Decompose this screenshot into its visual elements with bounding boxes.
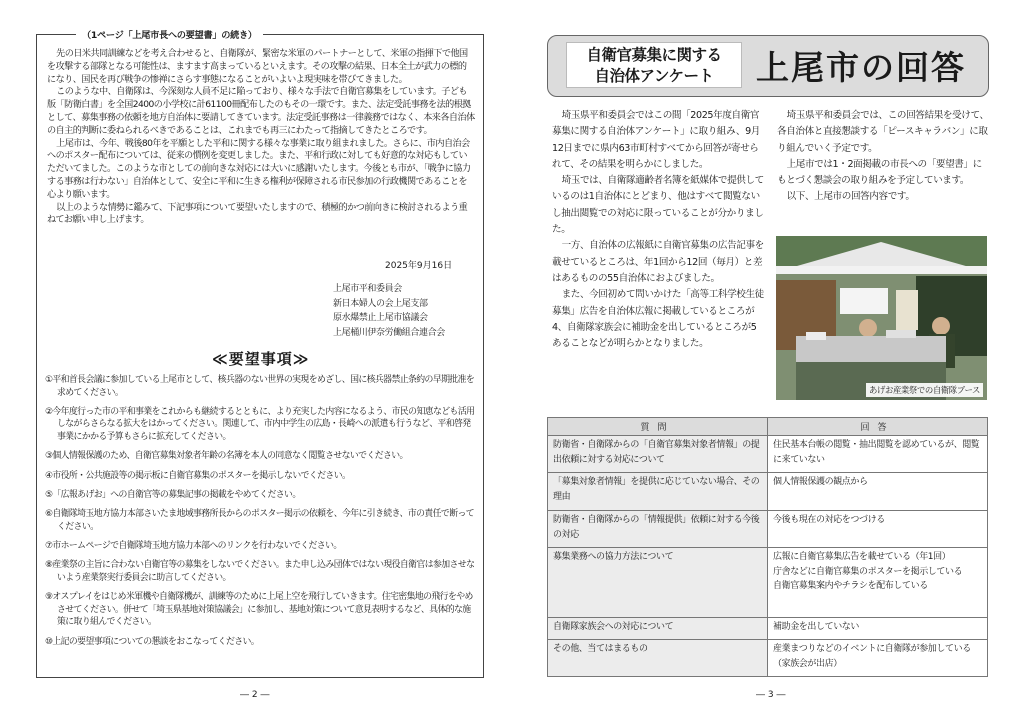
letter-paragraph: 先の日米共同訓練などを考え合わせると、自衛隊が、緊密な米軍のパートナーとして、米軍の指揮下で他国を攻撃する部隊となる可能性は、ますます高まっているといえます。その攻撃の結果、日本全土が武力の標的になり、国民を再び戦争の惨禅にさらす事態になることがいよいよ現実味を帯びてきました。: [47, 49, 468, 85]
table-row: [548, 548, 988, 618]
article-paragraph: また、今回初めて問いかけた「高等工科学校生徒募集」広告を自治体広報に掲載しているところが4、自衛隊家族会に補助金を出しているところが5あることなどが明らかとなりました。: [552, 289, 764, 350]
article-subtitle: [566, 42, 742, 88]
sender-name: 上尾桶川伊奈労働組合連合会: [333, 327, 445, 338]
article-title: 上尾市の回答: [756, 48, 966, 87]
question-cell: その他、当てはまるもの: [548, 640, 768, 677]
request-item: ⑧産業祭の主旨に合わない自衛官等の募集をしないでください。また申し込み団体ではない現役自衛官は参加させないよう産業祭実行委員会に助言してください。: [45, 560, 475, 583]
sender-name: 新日本婦人の会上尾支部: [333, 298, 428, 309]
request-item: ⑩上記の要望事項についての懇談をおこなってください。: [45, 636, 260, 647]
article-paragraph: 埼玉県平和委員会ではこの間「2025年度自衛官募集に関する自治体アンケート」に取り組み、9月12日までに県内63市町村すべてから回答が寄せられて、その結果を明らかにしました。: [552, 110, 760, 170]
qa-table: [547, 417, 988, 677]
request-item: ⑥自衛隊埼玉地方協力本部さいたま地域事務所長からのポスター掲示の依頼を、今年に引き続き、市の責任で断ってください。: [45, 509, 475, 532]
answer-cell: 個人情報保護の観点から: [768, 473, 988, 511]
answer-cell: 広報に自衛官募集広告を載せている（年1回） 庁舎などに自衛官募集のポスターを掲示している 自衛官募集案内やチラシを配布している: [768, 548, 988, 618]
article-paragraph: 埼玉では、自衛隊適齢者名簿を紙媒体で提供しているのは1自治体にとどまり、他はすべて閲覧ないし抽出閲覧での対応に限っていることが分かりました。: [552, 175, 764, 236]
table-row: [548, 473, 988, 511]
requests-heading: ≪要望事項≫: [212, 350, 310, 368]
requests-list: [45, 374, 477, 655]
article-paragraph: 以下、上尾市の回答内容です。: [786, 191, 915, 203]
article-paragraph: 一方、自治体の広報紙に自衛官募集の広告記事を載せているところは、年1回から12回（毎月）と差はあるものの55自治体におよびました。: [552, 240, 764, 284]
letter-paragraph: このような中、自衛隊は、今深刻な人員不足に陥っており、様々な手法で自衛官募集をしています。子ども版「防衛白書」を全国2400の小学校に計61100冊配布したのもその一環です。また、法定受託事務を法的根拠として、募集事務の依頼を地方自治体に要請してきています。法定受託事務は一律義務ではなく、本来各自治体の自主的判断に委ねられるべきであることは、これまでも再三にわたって指摘してきたところです。: [47, 87, 475, 136]
request-item: ④市役所・公共施設等の掲示板に自衛官募集のポスターを掲示しないでください。: [45, 470, 351, 481]
request-item: ②今年度行った市の平和事業をこれからも継続するとともに、より充実した内容になるよう、市民の知恵なども活用しながらさらなる拡大をはかってください。関連して、市内中学生の広島・長崎への派遣も行うなど、平和啓発事業にかかる予算もさらに拡充してください。: [45, 406, 475, 443]
request-item: ①平和首長会議に参加している上尾市として、核兵器のない世界の実現をめざし、国に核兵器禁止条約の早期批准を求めてください。: [45, 375, 475, 398]
article-paragraph: 埼玉県平和委員会では、この回答結果を受けて、各自治体と直接懇談する「ピースキャラバン」に取り組んでいく予定です。: [777, 110, 989, 154]
subtitle-line: 自衛官募集に関する: [586, 46, 722, 64]
letter-date: 2025年9月16日: [385, 261, 453, 271]
question-cell: 「募集対象者情報」を提供に応じていない場合、その理由: [548, 473, 768, 511]
table-row: [548, 618, 988, 640]
answer-cell: 産業まつりなどのイベントに自衛隊が参加している（家族会が出店）: [768, 640, 988, 677]
answer-cell: 住民基本台帳の閲覧・抽出閲覧を認めているが、閲覧に来ていない: [768, 436, 988, 473]
page-number-right: ― 3 ―: [756, 690, 786, 700]
sender-name: 原水爆禁止上尾市協議会: [333, 313, 428, 324]
sender-name: 上尾市平和委員会: [333, 284, 402, 294]
request-item: ③個人情報保護のため、自衛官募集対象者年齢の名簿を本人の同意なく閲覧させないでください。: [45, 451, 408, 462]
booth-photo: [776, 236, 987, 400]
column-header-question: 質問: [548, 418, 768, 436]
photo-caption: あげお産業祭での自衛隊ブース: [866, 383, 983, 397]
letter-paragraph: 上尾市は、今年、戦後80年を平願とした平和に関する様々な事業に取り組まれました。さらに、市内自治会へのポスター配布については、従来の慣例を変更しました。また、平和行政に対しても好意的な対応もしていただいてました。このような市としての前向きな対応には大いに感謝いたします。今後とも市が、「戦争に協力する事務は行わない」自治体として、安全に平和に生きる権利が保障される市民参加の行政機関であることを心より願います。: [47, 138, 471, 200]
table-header-row: [548, 418, 988, 436]
article-column-right: [777, 108, 989, 206]
table-row: [548, 436, 988, 473]
request-item: ⑨オスプレイをはじめ米軍機や自衛隊機が、訓練等のために上尾上空を飛行していきます。住宅密集地の飛行をやめさせてください。併せて「埼玉県基地対策協議会」に参加し、基地対策について意見表明するなど、具体的な施策に取り組んでください。: [45, 592, 473, 628]
answer-cell: 今後も現在の対応をつづける: [768, 511, 988, 548]
sender-list: [333, 282, 445, 340]
question-cell: 募集業務への協力方法について: [548, 548, 768, 618]
page-number-left: ― 2 ―: [240, 690, 270, 700]
column-header-answer: 回答: [768, 418, 988, 436]
article-paragraph: 上尾市では1・2面掲載の市長への「要望書」にもとづく懇談会の取り組みを予定しています。: [777, 158, 982, 187]
letter-body: [47, 48, 475, 227]
continuation-title: （1ページ「上尾市長への要望書」の続き）: [76, 27, 263, 41]
table-row: [548, 640, 988, 677]
answer-cell: 補助金を出していない: [768, 618, 988, 640]
article-column-left: [552, 108, 764, 352]
question-cell: 防衛省・自衛隊からの「自衛官募集対象者情報」の提出依頼に対する対応について: [548, 436, 768, 473]
letter-paragraph: 以上のような情勢に鑑みて、下記事項について要望いたしますので、積極的かつ前向きに検討されるよう重ねてお願い申し上げます。: [47, 202, 468, 226]
question-cell: 防衛省・自衛隊からの「情報提供」依頼に対する今後の対応: [548, 511, 768, 548]
table-row: [548, 511, 988, 548]
question-cell: 自衛隊家族会への対応について: [548, 618, 768, 640]
booth-photo-image: [776, 236, 987, 400]
request-item: ⑦市ホームページで自衛隊埼玉地方協力本部へのリンクを行わないでください。: [45, 541, 342, 552]
subtitle-line: 自治体アンケート: [594, 67, 714, 85]
request-item: ⑤「広報あげお」への自衛官等の募集記事の掲載をやめてください。: [45, 489, 301, 500]
